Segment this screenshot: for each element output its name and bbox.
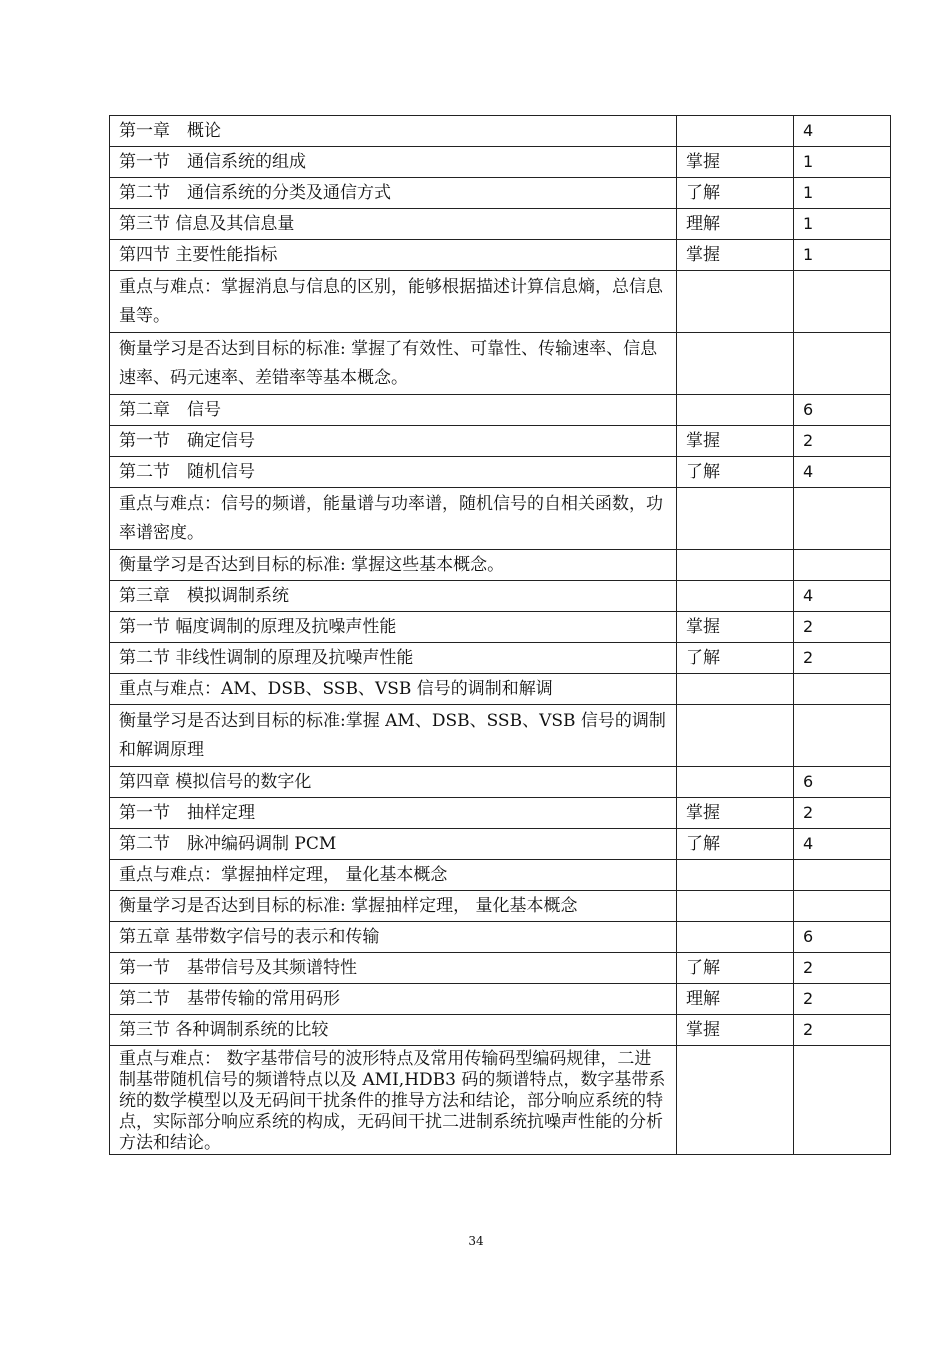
hours-cell — [794, 550, 891, 581]
content-cell: 重点与难点：信号的频谱，能量谱与功率谱，随机信号的自相关函数，功率谱密度。 — [110, 488, 677, 550]
page-number: 34 — [468, 1234, 484, 1248]
requirement-cell: 了解 — [677, 829, 794, 860]
table-row — [110, 767, 891, 798]
requirement-cell — [677, 395, 794, 426]
table-row — [110, 643, 891, 674]
content-cell: 重点与难点：掌握抽样定理， 量化基本概念 — [110, 860, 677, 891]
content-cell: 第二节 脉冲编码调制 PCM — [110, 829, 677, 860]
content-cell: 第一节 抽样定理 — [110, 798, 677, 829]
table-row — [110, 829, 891, 860]
hours-cell: 2 — [794, 1015, 891, 1046]
hours-cell: 4 — [794, 581, 891, 612]
content-cell: 第一节 基带信号及其频谱特性 — [110, 953, 677, 984]
table-row — [110, 457, 891, 488]
table-row — [110, 953, 891, 984]
table-row — [110, 1046, 891, 1155]
requirement-cell: 掌握 — [677, 240, 794, 271]
content-cell: 重点与难点：掌握消息与信息的区别，能够根据描述计算信息熵，总信息量等。 — [110, 271, 677, 333]
content-cell: 第一节 幅度调制的原理及抗噪声性能 — [110, 612, 677, 643]
content-cell: 第二节 通信系统的分类及通信方式 — [110, 178, 677, 209]
requirement-cell: 了解 — [677, 953, 794, 984]
hours-cell: 1 — [794, 147, 891, 178]
requirement-cell — [677, 271, 794, 333]
hours-cell: 1 — [794, 178, 891, 209]
requirement-cell: 理解 — [677, 209, 794, 240]
table-row — [110, 488, 891, 550]
table-row — [110, 922, 891, 953]
content-cell: 第三章 模拟调制系统 — [110, 581, 677, 612]
table-row — [110, 209, 891, 240]
requirement-cell: 了解 — [677, 178, 794, 209]
content-cell: 第五章 基带数字信号的表示和传输 — [110, 922, 677, 953]
content-cell: 第四节 主要性能指标 — [110, 240, 677, 271]
content-cell: 衡量学习是否达到目标的标准: 掌握抽样定理， 量化基本概念 — [110, 891, 677, 922]
hours-cell — [794, 488, 891, 550]
requirement-cell: 掌握 — [677, 798, 794, 829]
requirement-cell — [677, 116, 794, 147]
requirement-cell — [677, 550, 794, 581]
content-cell: 第二章 信号 — [110, 395, 677, 426]
hours-cell: 6 — [794, 767, 891, 798]
table-row — [110, 705, 891, 767]
requirement-cell — [677, 705, 794, 767]
hours-cell: 2 — [794, 953, 891, 984]
table-row — [110, 984, 891, 1015]
content-cell: 衡量学习是否达到目标的标准: 掌握了有效性、可靠性、传输速率、信息速率、码元速率、差错率等基本概念。 — [110, 333, 677, 395]
table-row — [110, 178, 891, 209]
table-row — [110, 1015, 891, 1046]
hours-cell — [794, 271, 891, 333]
table-row — [110, 550, 891, 581]
content-cell: 重点与难点：AM、DSB、SSB、VSB 信号的调制和解调 — [110, 674, 677, 705]
hours-cell: 2 — [794, 798, 891, 829]
hours-cell: 6 — [794, 395, 891, 426]
content-cell: 第一节 通信系统的组成 — [110, 147, 677, 178]
table-row — [110, 426, 891, 457]
requirement-cell — [677, 581, 794, 612]
hours-cell: 2 — [794, 643, 891, 674]
hours-cell: 2 — [794, 612, 891, 643]
requirement-cell — [677, 891, 794, 922]
requirement-cell: 掌握 — [677, 612, 794, 643]
content-cell: 重点与难点： 数字基带信号的波形特点及常用传输码型编码规律，二进制基带随机信号的频谱特点以及 AMI,HDB3 码的频谱特点，数字基带系统的数学模型以及无码间干扰条件的推导方法和结论，部分响应系统的特点，实际部分响应系统的构成，无码间干扰二进制系统抗噪声性能的分析方法和结论。 — [110, 1046, 677, 1155]
hours-cell: 2 — [794, 426, 891, 457]
requirement-cell: 了解 — [677, 643, 794, 674]
content-cell: 第三节 信息及其信息量 — [110, 209, 677, 240]
content-cell: 第一章 概论 — [110, 116, 677, 147]
hours-cell: 4 — [794, 116, 891, 147]
requirement-cell — [677, 674, 794, 705]
table-row — [110, 860, 891, 891]
hours-cell: 1 — [794, 209, 891, 240]
requirement-cell: 理解 — [677, 984, 794, 1015]
requirement-cell — [677, 860, 794, 891]
requirement-cell: 了解 — [677, 457, 794, 488]
content-cell: 第二节 非线性调制的原理及抗噪声性能 — [110, 643, 677, 674]
content-cell: 第四章 模拟信号的数字化 — [110, 767, 677, 798]
table-row — [110, 240, 891, 271]
requirement-cell — [677, 767, 794, 798]
table-row — [110, 581, 891, 612]
content-cell: 衡量学习是否达到目标的标准:掌握 AM、DSB、SSB、VSB 信号的调制和解调原理 — [110, 705, 677, 767]
table-row — [110, 395, 891, 426]
hours-cell — [794, 333, 891, 395]
syllabus-table — [109, 115, 891, 1155]
hours-cell: 4 — [794, 457, 891, 488]
hours-cell — [794, 891, 891, 922]
table-row — [110, 674, 891, 705]
requirement-cell: 掌握 — [677, 147, 794, 178]
table-row — [110, 612, 891, 643]
content-cell: 衡量学习是否达到目标的标准: 掌握这些基本概念。 — [110, 550, 677, 581]
hours-cell: 4 — [794, 829, 891, 860]
hours-cell: 1 — [794, 240, 891, 271]
hours-cell — [794, 860, 891, 891]
content-cell: 第二节 基带传输的常用码形 — [110, 984, 677, 1015]
hours-cell — [794, 1046, 891, 1155]
hours-cell: 6 — [794, 922, 891, 953]
table-row — [110, 147, 891, 178]
requirement-cell — [677, 1046, 794, 1155]
requirement-cell — [677, 333, 794, 395]
table-row — [110, 798, 891, 829]
table-row — [110, 891, 891, 922]
table-row — [110, 333, 891, 395]
hours-cell — [794, 674, 891, 705]
requirement-cell: 掌握 — [677, 1015, 794, 1046]
content-cell: 第二节 随机信号 — [110, 457, 677, 488]
hours-cell — [794, 705, 891, 767]
content-cell: 第一节 确定信号 — [110, 426, 677, 457]
table-row — [110, 116, 891, 147]
requirement-cell: 掌握 — [677, 426, 794, 457]
requirement-cell — [677, 488, 794, 550]
table-row — [110, 271, 891, 333]
hours-cell: 2 — [794, 984, 891, 1015]
requirement-cell — [677, 922, 794, 953]
content-cell: 第三节 各种调制系统的比较 — [110, 1015, 677, 1046]
